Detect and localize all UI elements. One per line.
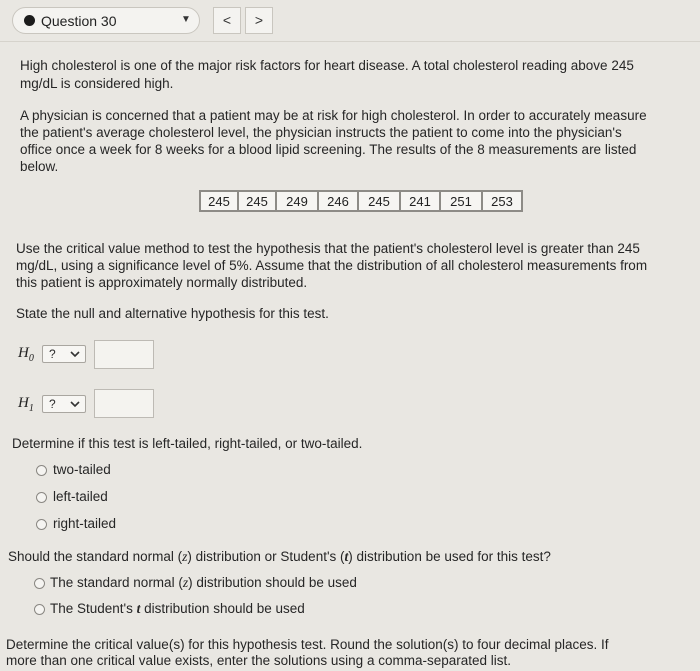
h1-value-input[interactable] [94, 389, 154, 418]
measurements-table [199, 190, 523, 212]
previous-question-button[interactable]: < [213, 7, 241, 34]
measurement-cell: 245 [200, 191, 238, 211]
measurement-cell: 241 [400, 191, 440, 211]
instructions-line-2: mg/dL, using a significance level of 5%. Assume that the distribution of all cholesterol measurements from [16, 258, 648, 273]
measurement-cell: 245 [238, 191, 276, 211]
scenario-line-4: below. [20, 159, 59, 174]
scenario-line-2: the patient's average cholesterol level, the physician instructs the patient to come into the physician's [20, 125, 622, 140]
distribution-prompt: Should the standard normal (z) distribution or Student's (t) distribution be used for this test? [8, 549, 551, 564]
h0-operator-select[interactable] [42, 345, 86, 363]
h1-operator-value: ? [49, 397, 56, 411]
chevron-down-icon [70, 399, 80, 409]
hypothesis-prompt: State the null and alternative hypothesis for this test. [16, 306, 329, 321]
chevron-down-icon [70, 349, 80, 359]
option-student-t-label: The Student's t distribution should be used [50, 601, 305, 616]
question-label: Question 30 [41, 13, 117, 29]
option-two-tailed-label: two-tailed [53, 462, 111, 477]
question-selector[interactable] [12, 7, 200, 34]
scenario-line-1: A physician is concerned that a patient may be at risk for high cholesterol. In order to accurately measure [20, 108, 647, 123]
h1-label: $H_1$ [18, 395, 34, 414]
caret-down-icon: ▼ [181, 14, 191, 25]
instructions-line-1: Use the critical value method to test the hypothesis that the patient's cholesterol level is greater than 245 [16, 241, 640, 256]
measurement-cell: 246 [318, 191, 358, 211]
measurement-cell: 245 [358, 191, 400, 211]
intro-line-1: High cholesterol is one of the major risk factors for heart disease. A total cholesterol reading above 245 [20, 58, 634, 73]
option-right-tailed-label: right-tailed [53, 516, 117, 531]
radio-standard-normal[interactable] [34, 578, 45, 589]
measurement-cell: 249 [276, 191, 318, 211]
h0-value-input[interactable] [94, 340, 154, 369]
h0-operator-value: ? [49, 347, 56, 361]
next-question-button[interactable]: > [245, 7, 273, 34]
intro-line-2: mg/dL is considered high. [20, 76, 174, 91]
critical-line-2: more than one critical value exists, enter the solutions using a comma-separated list. [6, 653, 511, 668]
measurement-cell: 253 [482, 191, 522, 211]
question-nav-bar [0, 0, 700, 40]
header-divider [0, 41, 700, 42]
radio-student-t[interactable] [34, 604, 45, 615]
table-row [200, 191, 522, 211]
radio-right-tailed[interactable] [36, 519, 47, 530]
radio-two-tailed[interactable] [36, 465, 47, 476]
radio-left-tailed[interactable] [36, 492, 47, 503]
scenario-line-3: office once a week for 8 weeks for a blood lipid screening. The results of the 8 measurements are listed [20, 142, 637, 157]
tail-prompt: Determine if this test is left-tailed, right-tailed, or two-tailed. [12, 436, 363, 451]
measurement-cell: 251 [440, 191, 482, 211]
instructions-line-3: this patient is approximately normally distributed. [16, 275, 308, 290]
option-left-tailed-label: left-tailed [53, 489, 108, 504]
h1-operator-select[interactable] [42, 395, 86, 413]
status-dot-icon [24, 15, 35, 26]
h0-label: $H_0$ [18, 345, 34, 364]
option-standard-normal-label: The standard normal (z) distribution should be used [50, 575, 357, 590]
critical-line-1: Determine the critical value(s) for this hypothesis test. Round the solution(s) to four decimal places. If [6, 637, 609, 652]
